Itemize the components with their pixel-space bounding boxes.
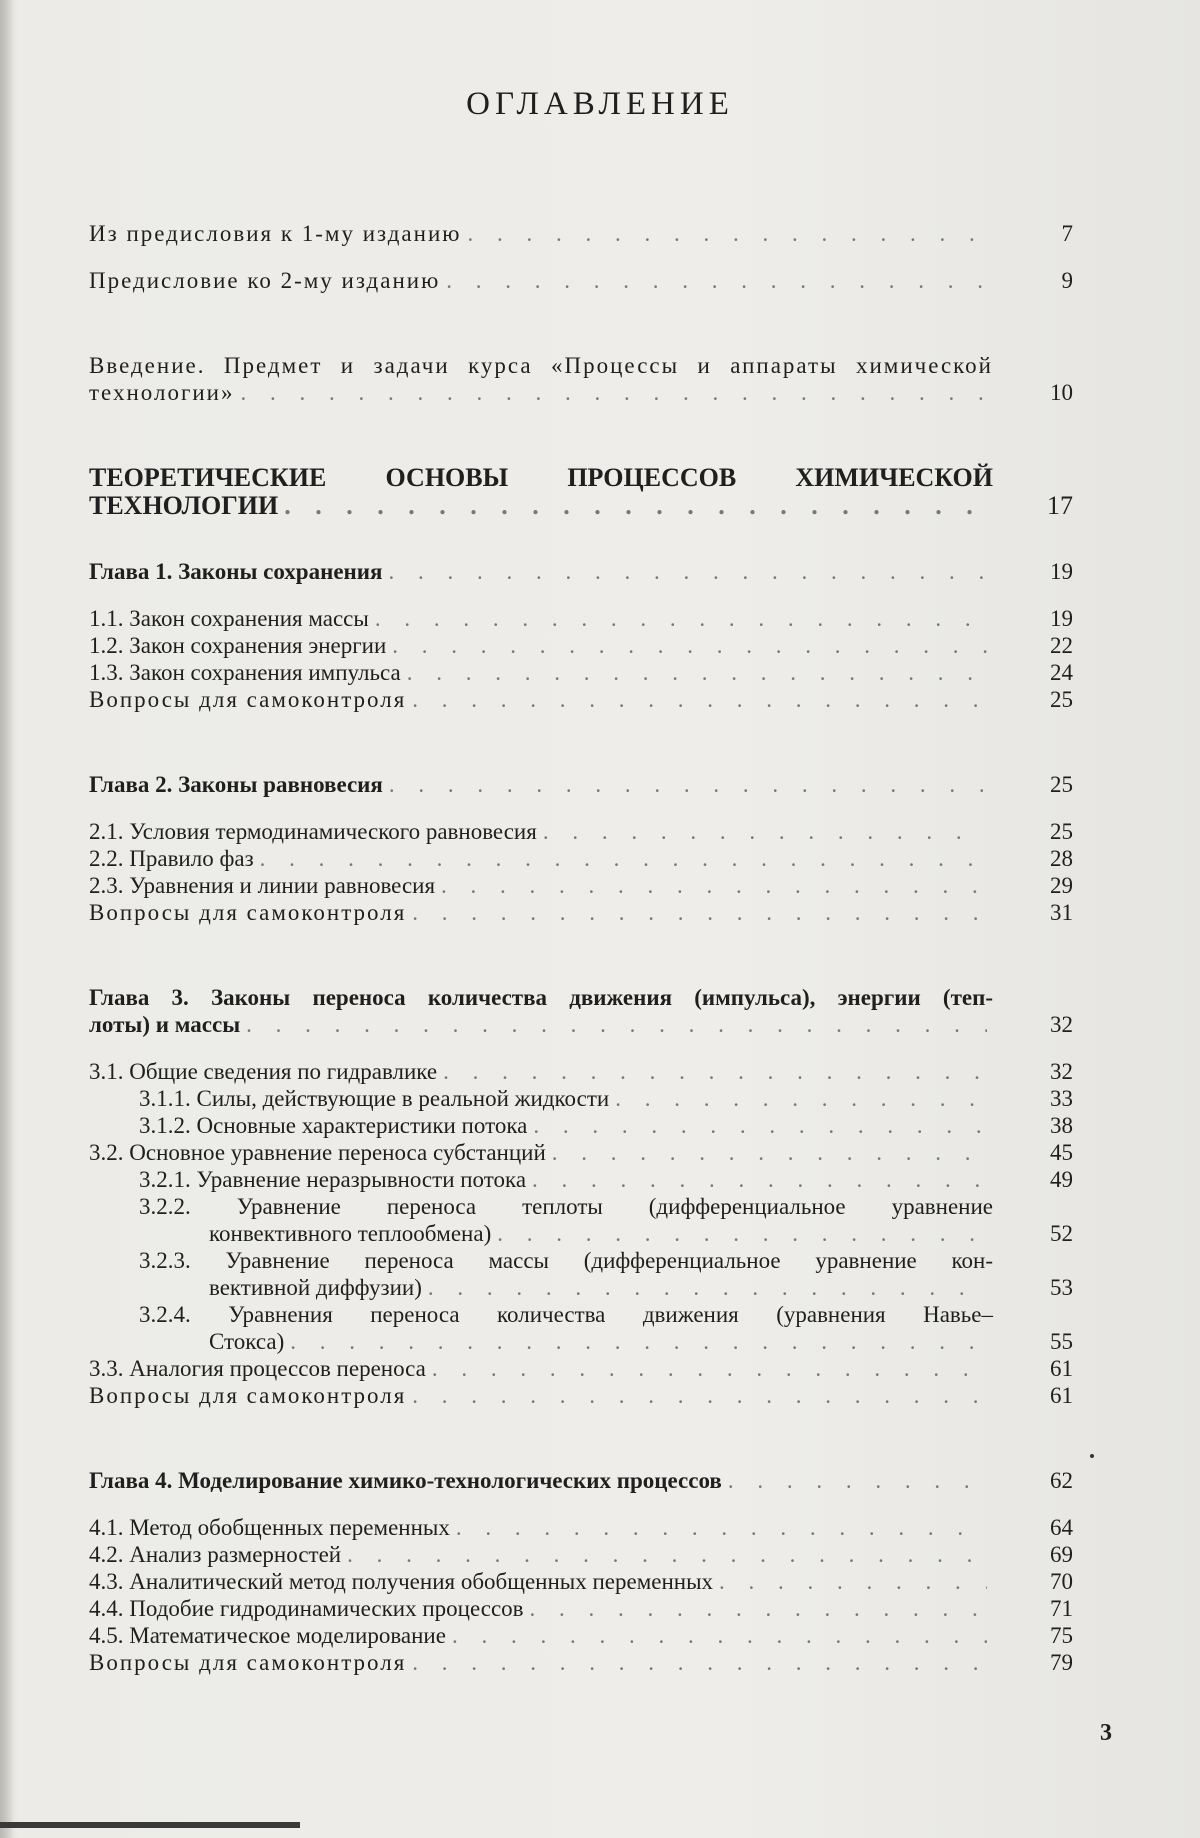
toc-section-2-2 <box>89 845 1073 872</box>
toc-entry-text: 1.1. Закон сохранения массы <box>89 606 369 631</box>
toc-section-3-2 <box>89 1139 1073 1166</box>
toc-entry-text: конвективного теплообмена) <box>209 1221 492 1246</box>
toc-entry-introduction <box>89 352 1073 406</box>
toc-section-4-4 <box>89 1595 1073 1622</box>
dot-leader <box>728 1467 987 1494</box>
dot-leader <box>456 1514 987 1541</box>
toc-page-number: 29 <box>1050 873 1073 898</box>
toc-page-number: 61 <box>1050 1383 1073 1408</box>
dot-leader <box>412 1382 987 1409</box>
dot-leader <box>375 605 987 632</box>
toc-page-number: 33 <box>1050 1086 1073 1111</box>
toc-chapter-1 <box>89 558 1073 585</box>
toc-page-number: 79 <box>1050 1650 1073 1675</box>
toc-entry-text: технологии» <box>89 380 235 405</box>
toc-questions-2 <box>89 899 1073 926</box>
toc-entry-text: 1.2. Закон сохранения энергии <box>89 633 387 658</box>
toc-entry-text: Вопросы для самоконтроля <box>89 900 407 925</box>
toc-chapter-2 <box>89 771 1073 798</box>
toc-section-1-2 <box>89 632 1073 659</box>
dot-leader <box>441 872 987 899</box>
toc-questions-1 <box>89 686 1073 713</box>
dot-leader <box>443 1058 987 1085</box>
toc-page-number: 32 <box>1050 1012 1073 1037</box>
toc-section-4-5 <box>89 1622 1073 1649</box>
toc-section-4-2 <box>89 1541 1073 1568</box>
toc-subsection-3-2-2 <box>89 1193 1073 1247</box>
dot-leader <box>446 267 987 294</box>
toc-entry-text-line: 3.2.3. Уравнение переноса массы (дифференциальное уравнение кон- <box>139 1248 993 1273</box>
dot-leader <box>719 1568 987 1595</box>
dot-leader <box>412 1649 987 1676</box>
toc-entry-text: 4.2. Анализ размерностей <box>89 1542 342 1567</box>
toc-section-3-1 <box>89 1058 1073 1085</box>
toc-entry-text: 2.3. Уравнения и линии равновесия <box>89 873 436 898</box>
toc-page-number: 10 <box>1050 380 1073 405</box>
toc-entry-text: Из предисловия к 1-му изданию <box>89 221 462 246</box>
toc-page-number: 25 <box>1050 687 1073 712</box>
chapter-title: лоты) и массы <box>89 1012 241 1037</box>
toc-page-number: 69 <box>1050 1542 1073 1567</box>
toc-entry-text: 3.1. Общие сведения по гидравлике <box>89 1059 438 1084</box>
toc-page-number: 53 <box>1050 1275 1073 1300</box>
toc-page-number: 19 <box>1050 606 1073 631</box>
toc-page-number: 38 <box>1050 1113 1073 1138</box>
toc-chapter-3 <box>89 984 1073 1038</box>
toc-entry-preface-1 <box>89 220 1073 247</box>
toc-page-number: 71 <box>1050 1596 1073 1621</box>
toc-part-heading <box>89 464 1073 520</box>
dot-leader <box>290 1328 987 1355</box>
toc-questions-3 <box>89 1382 1073 1409</box>
toc-chapter-4 <box>89 1467 1073 1494</box>
toc-entry-text-line: 3.2.2. Уравнение переноса теплоты (дифференциальное уравнение <box>139 1194 993 1219</box>
dot-leader <box>407 659 987 686</box>
dot-leader <box>389 558 988 585</box>
dot-leader <box>284 492 987 520</box>
toc-subsection-3-2-1 <box>89 1166 1073 1193</box>
dot-leader <box>347 1541 987 1568</box>
toc-entry-text-line: 3.2.4. Уравнения переноса количества движения (уравнения Навье– <box>139 1302 993 1327</box>
toc-subsection-3-1-1 <box>89 1085 1073 1112</box>
toc-entry-text: 1.3. Закон сохранения импульса <box>89 660 401 685</box>
toc-entry-text: 4.4. Подобие гидродинамических процессов <box>89 1596 524 1621</box>
dot-leader <box>467 220 987 247</box>
page-title: ОГЛАВЛЕНИЕ <box>466 86 734 122</box>
toc-entry-text: 4.5. Математическое моделирование <box>89 1623 446 1648</box>
toc-entry-text: 3.2.1. Уравнение неразрывности потока <box>139 1167 527 1192</box>
table-of-contents <box>89 220 1073 1676</box>
chapter-title-line: Глава 3. Законы переноса количества движения (импульса), энергии (теп- <box>89 985 993 1010</box>
toc-page-number: 31 <box>1050 900 1073 925</box>
toc-entry-text: Вопросы для самоконтроля <box>89 1383 407 1408</box>
chapter-title: Глава 1. Законы сохранения <box>89 559 383 584</box>
page-folio: 3 <box>1100 1720 1112 1746</box>
toc-page-number: 25 <box>1050 819 1073 844</box>
dot-leader <box>452 1622 987 1649</box>
toc-page-number: 45 <box>1050 1140 1073 1165</box>
dot-leader <box>241 379 988 406</box>
toc-section-1-3 <box>89 659 1073 686</box>
toc-subsection-3-2-4 <box>89 1301 1073 1355</box>
toc-page-number: 24 <box>1050 660 1073 685</box>
toc-page-number: 61 <box>1050 1356 1073 1381</box>
toc-page-number: 70 <box>1050 1569 1073 1594</box>
toc-page-number: 22 <box>1050 633 1073 658</box>
dot-leader <box>615 1085 987 1112</box>
toc-subsection-3-2-3 <box>89 1247 1073 1301</box>
dot-leader <box>428 1274 987 1301</box>
dot-leader <box>412 899 987 926</box>
toc-subsection-3-1-2 <box>89 1112 1073 1139</box>
toc-page-number: 75 <box>1050 1623 1073 1648</box>
dot-leader <box>533 1112 987 1139</box>
dot-leader <box>552 1139 987 1166</box>
part-title-line: ТЕОРЕТИЧЕСКИЕ ОСНОВЫ ПРОЦЕССОВ ХИМИЧЕСКОЙ <box>89 463 993 492</box>
toc-entry-text: 3.2. Основное уравнение переноса субстанций <box>89 1140 546 1165</box>
dot-leader <box>392 632 987 659</box>
part-title-text: ТЕХНОЛОГИИ <box>89 491 279 520</box>
toc-page-number: 7 <box>1061 221 1073 246</box>
toc-entry-preface-2 <box>89 267 1073 294</box>
toc-section-2-3 <box>89 872 1073 899</box>
bottom-edge-rule <box>0 1822 300 1828</box>
dot-leader <box>497 1220 987 1247</box>
toc-entry-text: 4.3. Аналитический метод получения обобщенных переменных <box>89 1569 714 1594</box>
toc-page-number: 28 <box>1050 846 1073 871</box>
toc-entry-text: 3.1.1. Силы, действующие в реальной жидкости <box>139 1086 610 1111</box>
dot-leader <box>532 1166 987 1193</box>
dot-leader <box>412 686 987 713</box>
toc-page-number: 17 <box>1047 491 1073 520</box>
toc-page-number: 55 <box>1050 1329 1073 1354</box>
chapter-title: Глава 4. Моделирование химико-технологических процессов <box>89 1468 722 1493</box>
toc-page-number: 49 <box>1050 1167 1073 1192</box>
dot-leader <box>260 845 987 872</box>
dot-leader <box>530 1595 987 1622</box>
toc-page-number: 62 <box>1050 1468 1073 1493</box>
print-speck <box>1090 1454 1094 1458</box>
toc-section-4-1 <box>89 1514 1073 1541</box>
toc-page-number: 9 <box>1061 268 1073 293</box>
toc-entry-text: 3.1.2. Основные характеристики потока <box>139 1113 528 1138</box>
toc-questions-4 <box>89 1649 1073 1676</box>
chapter-title: Глава 2. Законы равновесия <box>89 772 383 797</box>
toc-page-number: 25 <box>1050 772 1073 797</box>
toc-entry-text: Стокса) <box>209 1329 285 1354</box>
toc-entry-text: Вопросы для самоконтроля <box>89 1650 407 1675</box>
toc-entry-text: Вопросы для самоконтроля <box>89 687 407 712</box>
dot-leader <box>246 1011 987 1038</box>
toc-page-number: 32 <box>1050 1059 1073 1084</box>
toc-entry-text: 2.1. Условия термодинамического равновесия <box>89 819 537 844</box>
toc-page-number: 52 <box>1050 1221 1073 1246</box>
toc-entry-text: вективной диффузии) <box>209 1275 422 1300</box>
toc-section-2-1 <box>89 818 1073 845</box>
toc-entry-text: 4.1. Метод обобщенных переменных <box>89 1515 450 1540</box>
toc-section-1-1 <box>89 605 1073 632</box>
toc-section-4-3 <box>89 1568 1073 1595</box>
dot-leader <box>432 1355 987 1382</box>
toc-page-number: 19 <box>1050 559 1073 584</box>
dot-leader <box>389 771 987 798</box>
toc-entry-text: 3.3. Аналогия процессов переноса <box>89 1356 426 1381</box>
dot-leader <box>543 818 987 845</box>
toc-entry-text: 2.2. Правило фаз <box>89 846 254 871</box>
toc-section-3-3 <box>89 1355 1073 1382</box>
toc-entry-text-line: Введение. Предмет и задачи курса «Процессы и аппараты химической <box>89 353 993 378</box>
binding-shadow <box>0 0 14 1838</box>
toc-entry-text: Предисловие ко 2-му изданию <box>89 268 441 293</box>
toc-page-number: 64 <box>1050 1515 1073 1540</box>
